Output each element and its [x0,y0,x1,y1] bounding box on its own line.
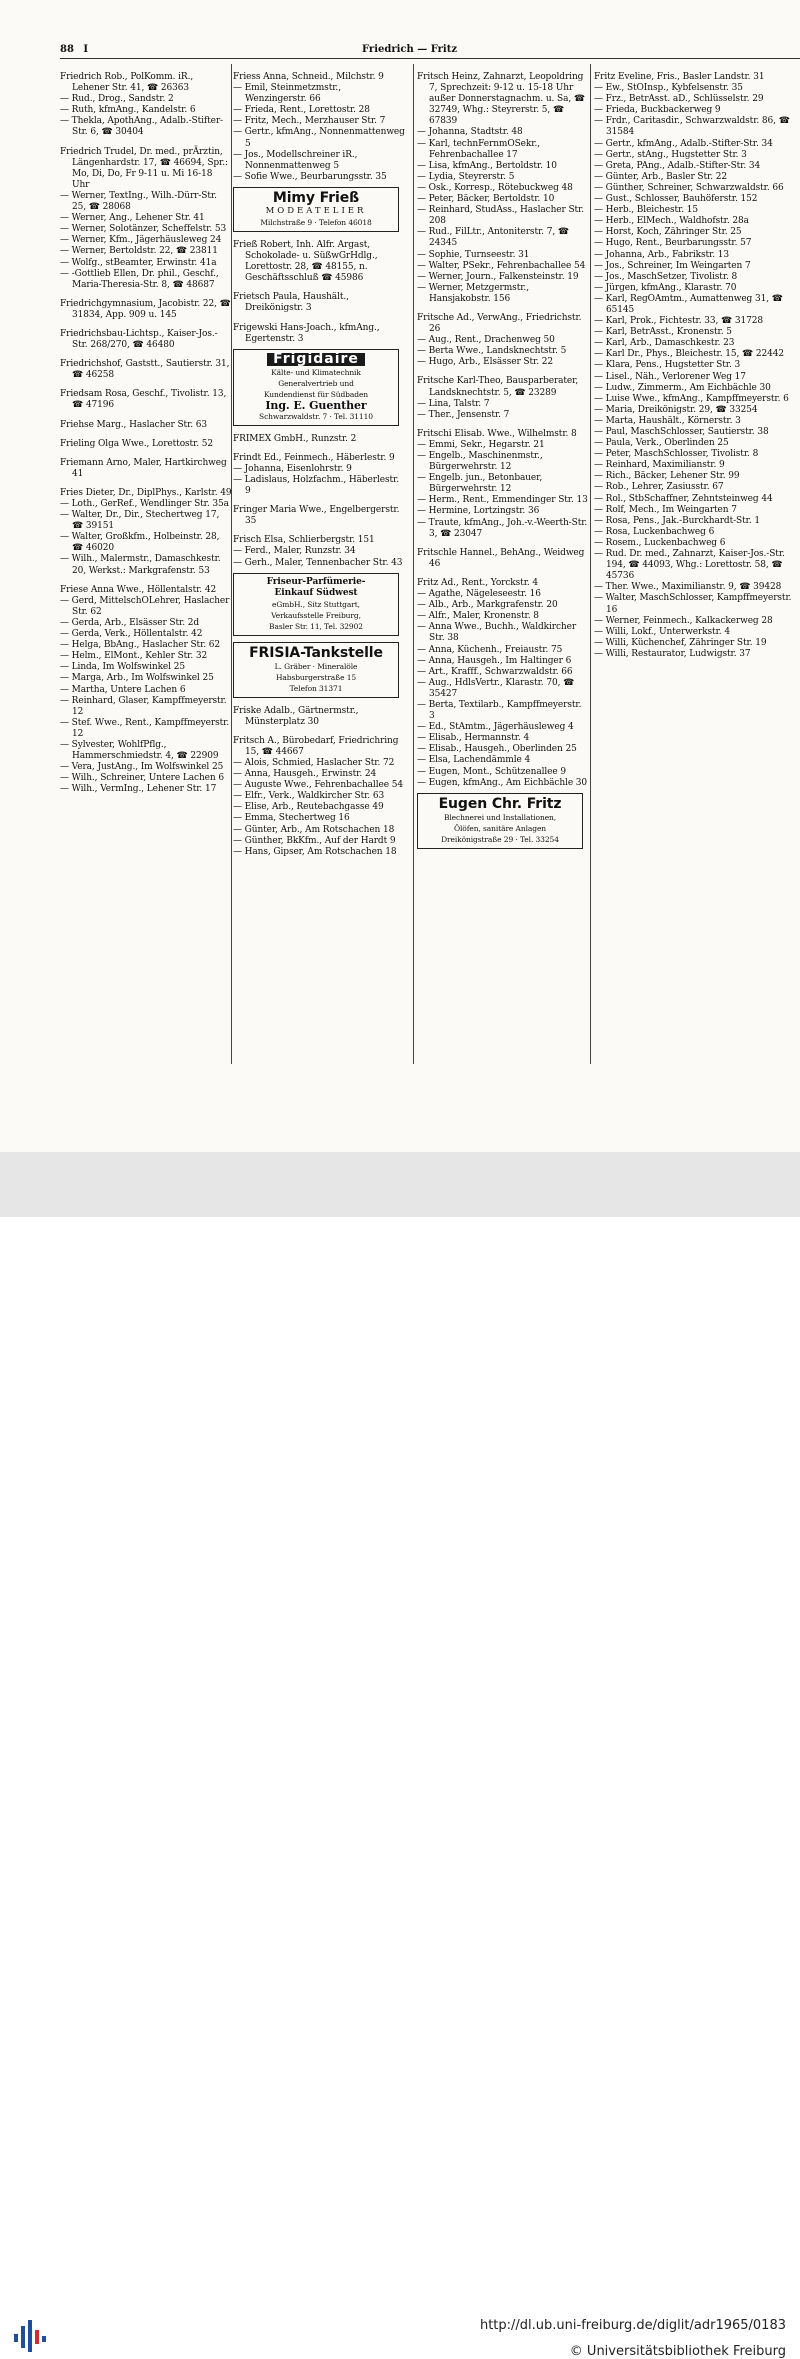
directory-entry: — Agathe, Nägeleseestr. 16 [417,589,541,600]
directory-entry: — Marta, Haushält., Körnerstr. 3 [594,415,741,426]
directory-entry: — Karl, Prok., Fichtestr. 33, ☎ 31728 [594,316,764,327]
directory-entry: Frieß Robert, Inh. Alfr. Argast, Schokolade- u. SüßwGrHdlg., Lorettostr. 28, ☎ 48155, n. Geschäftsschluß ☎ 45986 [233,239,381,284]
directory-entry: — Ferd., Maler, Runzstr. 34 [233,546,356,557]
directory-entry: — Gerd, MittelschOLehrer, Haslacher Str. 62 [60,595,233,617]
directory-entry: Friedrichsbau-Lichtsp., Kaiser-Jos.-Str. 268/270, ☎ 46480 [60,328,218,351]
ad-address: Schwarzwaldstr. 7 · Tel. 31110 [259,411,373,421]
directory-entry: — Stef. Wwe., Rent., Kampffmeyerstr. 12 [60,717,232,739]
ad-address: Basler Str. 11, Tel. 32902 [269,621,363,631]
directory-entry: — Gertr., stAng., Hugstetter Str. 3 [594,149,747,160]
directory-entry: — Werner, TextIng., Wilh.-Dürr-Str. 25, ☎ 28068 [60,190,220,213]
directory-entry: — Thekla, ApothAng., Adalb.-Stifter-Str. 6, ☎ 30404 [60,116,223,138]
directory-entry: — Reinhard, Maximilianstr. 9 [594,460,725,471]
column-divider [413,64,414,1064]
ad-logo: Frigidaire [267,353,365,366]
directory-entry: — Günter, Arb., Basler Str. 22 [594,171,728,182]
directory-entry: — Paul, MaschSchlosser, Sautierstr. 38 [594,427,769,437]
directory-page [0,0,800,1152]
directory-entry: — Gerh., Maler, Tennenbacher Str. 43 [233,557,403,568]
directory-entry: — Johanna, Eisenlohrstr. 9 [233,463,352,474]
directory-column-3 [417,64,589,855]
directory-entry: — Linda, Im Wolfswinkel 25 [60,662,185,673]
directory-entry: — Loth., GerRef., Wendlinger Str. 35a [60,499,229,509]
ad-title: Einkauf Südwest [274,587,358,598]
directory-entry: — Gerda, Arb., Elsässer Str. 2d [60,617,200,628]
directory-entry: — Werner, Journ., Falkensteinstr. 19 [417,271,579,282]
directory-entry: Fritz Ad., Rent., Yorckstr. 4 [417,577,539,588]
directory-entry: — Jos., Modellschreiner iR., Nonnenmattenweg 5 [233,149,361,171]
directory-entry: — Günther, BkKfm., Auf der Hardt 9 [233,835,396,846]
ad-address: Telefon 31371 [289,683,343,693]
directory-entry: — Alfr., Maler, Kronenstr. 8 [417,611,539,622]
directory-entry: — Willi, Küchenchef, Zähringer Str. 19 [594,637,767,648]
ad-line: Blechnerei und Installationen, [443,812,557,822]
directory-entry: — Karl Dr., Phys., Bleichestr. 15, ☎ 22442 [594,349,785,360]
directory-entry: Fritsch A., Bürobedarf, Friedrichring 15, ☎ 44667 [233,735,402,757]
column-divider [590,64,591,1064]
directory-entry: — Willi, Restaurator, Ludwigstr. 37 [594,648,751,659]
ad-address: Dreikönigstraße 29 · Tel. 33254 [441,834,559,844]
directory-entry: — Werner, Bertoldstr. 22, ☎ 23811 [60,246,218,257]
running-title: Friedrich — Fritz [362,44,458,55]
directory-entry: — Jos., Schreiner, Im Weingarten 7 [594,260,751,271]
directory-entry: — Traute, kfmAng., Joh.-v.-Weerth-Str. 3, ☎ 23047 [417,517,590,539]
directory-entry: — Frieda, Rent., Lorettostr. 28 [233,105,370,116]
ad-line: Kälte- und Klimatechnik [271,367,361,377]
ad-line: L. Gräber · Mineralöle [274,661,358,671]
directory-entry: — Wilh., Schreiner, Untere Lachen 6 [60,773,224,784]
directory-entry: Fritschle Hannel., BehAng., Weidweg 46 [417,547,588,569]
ad-title: Friseur-Parfümerie- [266,576,366,587]
header-rule [60,58,800,59]
directory-entry: — Elfr., Verk., Waldkircher Str. 63 [233,791,385,802]
directory-entry: Friedrich Rob., PolKomm. iR., Lehener Str. 41, ☎ 26363 [60,72,196,94]
ad-mimy-friess [233,187,399,232]
directory-entry: — Rud., Drog., Sandstr. 2 [60,94,174,105]
directory-entry: — Jos., MaschSetzer, Tivolistr. 8 [594,271,738,282]
ad-line: Verkaufsstelle Freiburg, [271,610,361,620]
directory-entry: — Ther., Jensenstr. 7 [417,409,510,420]
directory-entry: Friedrichgymnasium, Jacobistr. 22, ☎ 31834, App. 909 u. 145 [60,298,234,320]
directory-entry: — Ludw., Zimmerm., Am Eichbächle 30 [594,382,771,393]
directory-entry: — Werner, Kfm., Jägerhäusleweg 24 [60,235,222,246]
directory-entry: — Walter, Dr., Dir., Stechertweg 17, ☎ 39151 [60,510,222,532]
directory-entry: Friedrich Trudel, Dr. med., prÄrztin, Längenhardstr. 17, ☎ 46694, Spr.: Mo, Di, Do, Fr 9-11 u. Mi 16-18 Uhr [60,146,231,190]
page-section-label: I [83,44,89,55]
directory-entry: — Rolf, Mech., Im Weingarten 7 [594,504,737,515]
directory-entry: Fries Dieter, Dr., DiplPhys., Karlstr. 49 [60,487,232,498]
directory-entry: Frieling Olga Wwe., Lorettostr. 52 [60,438,214,449]
directory-entry: — Engelb. jun., Betonbauer, Bürgerwehrstr. 12 [417,473,545,495]
directory-entry: — Hugo, Rent., Beurbarungsstr. 57 [594,238,752,249]
directory-entry: — Emma, Stechertweg 16 [233,813,350,824]
directory-entry: — Herm., Rent., Emmendinger Str. 13 [417,495,588,506]
ad-eugen-fritz [417,793,583,849]
directory-entry: — Hugo, Arb., Elsässer Str. 22 [417,357,553,368]
directory-entry: — Osk., Korresp., Rötebuckweg 48 [417,182,573,193]
directory-entry: — Greta, PAng., Adalb.-Stifter-Str. 34 [594,160,761,171]
directory-entry: — Anna, Küchenh., Freiaustr. 75 [417,644,563,655]
directory-entry: — Peter, Bäcker, Bertoldstr. 10 [417,194,555,205]
directory-entry: — Herb., Bleichestr. 15 [594,205,698,216]
ad-line: Kundendienst für Südbaden [263,389,369,399]
directory-entry: — Helga, BbAng., Haslacher Str. 62 [60,640,221,651]
directory-entry: — Rich., Bäcker, Lehener Str. 99 [594,471,740,482]
copyright-notice: © Universitätsbibliothek Freiburg [569,2344,786,2359]
directory-entry: — Walter, MaschSchlosser, Kampffmeyerstr. 16 [594,593,795,615]
directory-entry: — Peter, MaschSchlosser, Tivolistr. 8 [594,449,759,460]
directory-entry: — Elisab., Hermannstr. 4 [417,733,530,744]
directory-entry: — Aug., HdlsVertr., Klarastr. 70, ☎ 35427 [417,677,577,699]
ad-frisia-tankstelle [233,642,399,698]
directory-entry: Frisch Elsa, Schlierbergstr. 151 [233,535,375,546]
ad-line: Habsburgerstraße 15 [275,672,357,682]
ad-subtitle: MODEATELIER [265,205,367,216]
directory-entry: Friske Adalb., Gärtnermstr., Münsterplatz 30 [233,705,362,727]
directory-entry: — Ruth, kfmAng., Kandelstr. 6 [60,105,196,116]
directory-entry: — Sofie Wwe., Beurbarungsstr. 35 [233,171,387,182]
directory-entry: — Paula, Verk., Oberlinden 25 [594,438,729,449]
directory-entry: — Ther. Wwe., Maximilianstr. 9, ☎ 39428 [594,582,782,593]
directory-entry: — Fritz, Mech., Merzhauser Str. 7 [233,116,386,127]
ad-title: Mimy Frieß [272,189,360,206]
directory-entry: — Johanna, Arb., Fabrikstr. 13 [594,249,729,260]
directory-entry: — Herb., ElMech., Waldhofstr. 28a [594,216,749,227]
directory-entry: — Rob., Lehrer, Zasiusstr. 67 [594,482,724,493]
directory-entry: Frindt Ed., Feinmech., Häberlestr. 9 [233,452,395,463]
directory-entry: — Johanna, Stadtstr. 48 [417,127,523,138]
ad-title: Ing. E. Guenther [265,398,367,412]
directory-entry: Fritz Eveline, Fris., Basler Landstr. 31 [594,72,765,82]
ad-title: Eugen Chr. Fritz [438,795,562,812]
directory-entry: — Werner, Metzgermstr., Hansjakobstr. 156 [417,282,532,304]
directory-entry: — Klara, Pens., Hugstetter Str. 3 [594,360,741,371]
directory-entry: — Alb., Arb., Markgrafenstr. 20 [417,600,558,611]
library-logo-icon [12,2316,52,2356]
directory-entry: — Frdr., Caritasdir., Schwarzwaldstr. 86, ☎ 31584 [594,116,793,138]
directory-entry: — Walter, Großkfm., Holbeinstr. 28, ☎ 46020 [60,532,223,554]
directory-entry: — Rosa, Luckenbachweg 6 [594,526,715,537]
directory-entry: — Maria, Dreikönigstr. 29, ☎ 33254 [594,404,758,415]
directory-entry: — -Gottlieb Ellen, Dr. phil., Geschf., Maria-Theresia-Str. 8, ☎ 48687 [60,268,222,290]
directory-entry: — Engelb., Maschinenmstr., Bürgerwehrstr. 12 [417,451,546,473]
directory-entry: — Karl, RegOAmtm., Aumattenweg 31, ☎ 65145 [594,293,786,315]
directory-entry: — Lisel., Näh., Verlorener Weg 17 [594,371,746,382]
directory-entry: — Wilh., Malermstr., Damaschkestr. 20, Werkst.: Markgrafenstr. 53 [60,554,224,576]
directory-entry: — Berta Wwe., Landsknechtstr. 5 [417,346,567,357]
directory-entry: — Eugen, Mont., Schützenallee 9 [417,766,567,777]
directory-entry: — Anna, Hausgeh., Im Haltinger 6 [417,655,572,666]
directory-entry: — Lydia, Steyrerstr. 5 [417,171,515,182]
directory-entry: Friemann Arno, Maler, Hartkirchweg 41 [60,457,230,479]
directory-entry: — Marga, Arb., Im Wolfswinkel 25 [60,673,214,684]
directory-entry: — Berta, Textilarb., Kampffmeyerstr. 3 [417,699,585,722]
directory-entry: — Luise Wwe., kfmAng., Kampffmeyerstr. 6 [594,393,789,404]
directory-entry: — Anna, Hausgeh., Erwinstr. 24 [233,769,377,780]
directory-entry: — Rud., FilLtr., Antoniterstr. 7, ☎ 24345 [417,227,572,249]
directory-entry: — Anna Wwe., Buchh., Waldkircher Str. 38 [417,622,579,644]
directory-entry: — Rosem., Luckenbachweg 6 [594,537,726,548]
directory-entry: — Rud. Dr. med., Zahnarzt, Kaiser-Jos.-Str. 194, ☎ 44093, Whg.: Lorettostr. 58, ☎ 45736 [594,549,788,582]
directory-entry: Fritschi Elisab. Wwe., Wilhelmstr. 8 [417,428,577,439]
directory-entry: — Elise, Arb., Reutebachgasse 49 [233,802,384,813]
ad-frigidaire [233,349,399,426]
directory-entry: — Lina, Talstr. 7 [417,398,490,409]
page-number-header [60,44,88,55]
directory-column-2 [233,64,408,858]
permalink-link[interactable]: http://dl.ub.uni-freiburg.de/diglit/adr1965/0183 [479,2318,786,2333]
directory-entry: Fritsch Heinz, Zahnarzt, Leopoldring 7, Sprechzeit: 9-12 u. 15-18 Uhr außer Donnerstagnachm. u. Sa, ☎ 32749, Whg.: Steyrerstr. 5, ☎ 67839 [417,72,588,127]
directory-entry: — Reinhard, Glaser, Kampffmeyerstr. 12 [60,695,230,717]
page-number: 88 [60,44,74,55]
directory-entry: — Gerda, Verk., Höllentalstr. 42 [60,629,203,640]
directory-entry: — Emmi, Sekr., Hegarstr. 21 [417,439,545,450]
directory-entry: Friess Anna, Schneid., Milchstr. 9 [233,72,384,82]
directory-entry: — Wolfg., stBeamter, Erwinstr. 41a [60,257,217,268]
directory-entry: Friehse Marg., Haslacher Str. 63 [60,419,208,430]
directory-entry: — Walter, PSekr., Fehrenbachallee 54 [417,260,586,271]
directory-entry: — Günther, Schreiner, Schwarzwaldstr. 66 [594,182,784,193]
directory-entry: — Gertr., kfmAng., Adalb.-Stifter-Str. 34 [594,138,773,149]
directory-entry: — Ed., StAmtm., Jägerhäusleweg 4 [417,722,574,733]
directory-entry: — Ew., StOInsp., Kybfelsenstr. 35 [594,83,743,94]
directory-entry: — Martha, Untere Lachen 6 [60,684,186,695]
directory-column-1 [60,64,232,795]
directory-entry: — Sylvester, WohlfPflg., Hammerschmiedstr. 4, ☎ 22909 [60,739,219,762]
directory-entry: Fringer Maria Wwe., Engelbergerstr. 35 [233,505,403,527]
directory-entry: — Aug., Rent., Drachenweg 50 [417,335,555,346]
directory-entry: — Karl, technFernmOSekr., Fehrenbachallee 17 [417,138,543,160]
ad-line: Ölöfen, sanitäre Anlagen [453,823,547,833]
ad-title: FRISIA-Tankstelle [249,644,383,661]
directory-entry: — Sophie, Turnseestr. 31 [417,249,530,260]
directory-entry: — Vera, JustAng., Im Wolfswinkel 25 [60,762,224,773]
directory-entry: — Auguste Wwe., Fehrenbachallee 54 [233,780,403,791]
directory-entry: Frietsch Paula, Haushält., Dreikönigstr. 3 [233,292,352,314]
directory-entry: — Frz., BetrAsst. aD., Schlüsselstr. 29 [594,94,764,105]
directory-entry: — Art., Krafff., Schwarzwaldstr. 66 [417,666,573,677]
directory-entry: Friedsam Rosa, Geschf., Tivolistr. 13, ☎ 47196 [60,389,230,411]
directory-entry: Friese Anna Wwe., Höllentalstr. 42 [60,584,217,595]
directory-entry: — Werner, Ang., Lehener Str. 41 [60,213,205,224]
directory-entry: — Rol., StbSchaffner, Zehntsteinweg 44 [594,493,773,504]
ad-line: eGmbH., Sitz Stuttgart, [272,599,360,609]
directory-entry: — Alois, Schmied, Haslacher Str. 72 [233,758,395,768]
directory-entry: — Wilh., VermIng., Lehener Str. 17 [60,784,217,795]
directory-entry: — Willi, Lokf., Unterwerkstr. 4 [594,626,730,637]
directory-entry: — Helm., ElMont., Kehler Str. 32 [60,651,208,662]
directory-entry: — Günter, Arb., Am Rotschachen 18 [233,824,395,835]
ad-line: Generalvertrieb und [278,378,354,388]
directory-entry: Fritsche Karl-Theo, Bausparberater, Landsknechtstr. 5, ☎ 23289 [417,376,581,398]
directory-entry: — Gust., Schlosser, Bauhöferstr. 152 [594,194,758,205]
directory-entry: — Hermine, Lortzingstr. 36 [417,506,540,517]
directory-entry: Friedrichshof, Gaststt., Sautierstr. 31, ☎ 46258 [60,359,233,381]
directory-entry: FRIMEX GmbH., Runzstr. 2 [233,433,357,444]
directory-entry: Fritsche Ad., VerwAng., Friedrichstr. 26 [417,312,585,335]
directory-entry: — Werner, Feinmech., Kalkackerweg 28 [594,615,773,626]
directory-entry: — Frieda, Buckbackerweg 9 [594,105,721,116]
directory-entry: — Elsa, Lachendämmle 4 [417,755,531,766]
ad-address: Milchstraße 9 · Telefon 46018 [260,217,372,227]
directory-entry: — Emil, Steinmetzmstr., Wenzingerstr. 66 [233,83,344,105]
directory-entry: — Karl, BetrAsst., Kronenstr. 5 [594,327,732,338]
directory-entry: — Karl, Arb., Damaschkestr. 23 [594,338,735,349]
directory-entry: — Lisa, kfmAng., Bertoldstr. 10 [417,160,557,171]
directory-entry: — Werner, Solotänzer, Scheffelstr. 53 [60,224,227,235]
directory-entry: — Horst, Koch, Zähringer Str. 25 [594,227,742,238]
directory-entry: — Jürgen, kfmAng., Klarastr. 70 [594,282,737,293]
directory-entry: — Rosa, Pens., Jak.-Burckhardt-Str. 1 [594,515,760,526]
viewer-footer [0,1152,800,2359]
directory-entry: — Reinhard, StudAss., Haslacher Str. 208 [417,205,587,227]
directory-column-4 [594,64,794,660]
directory-entry: — Gertr., kfmAng., Nonnenmattenweg 5 [233,127,408,149]
directory-entry: — Eugen, kfmAng., Am Eichbächle 30 [417,777,588,788]
directory-entry: — Ladislaus, Holzfachm., Häberlestr. 9 [233,474,402,497]
ad-friseur-einkauf [233,573,399,636]
directory-entry: Frigewski Hans-Joach., kfmAng., Egertenstr. 3 [233,322,383,344]
directory-entry: — Elisab., Hausgeh., Oberlinden 25 [417,744,577,755]
directory-entry: — Hans, Gipser, Am Rotschachen 18 [233,846,397,857]
